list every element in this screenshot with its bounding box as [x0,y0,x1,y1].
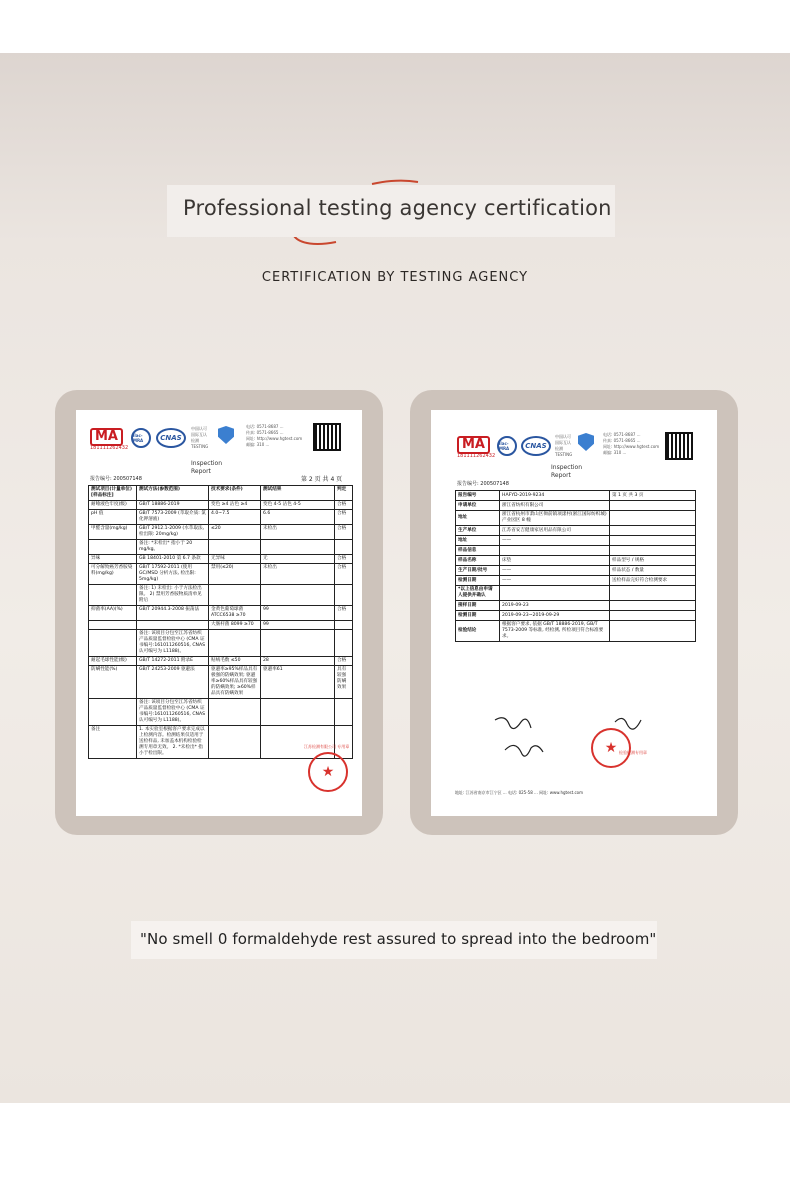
page-number: 第 2 页 共 4 页 [301,476,343,483]
report-number: 报告编号: 200507148 [90,476,142,482]
table-row [456,511,696,526]
cma-logo-icon: MA [90,428,123,446]
table-cell [89,540,137,555]
table-cell [610,621,696,642]
table-cell [209,699,261,726]
table-row [456,491,696,501]
table-cell: GB/T 18886-2019 [137,501,209,510]
table-cell: 合格 [335,501,353,510]
table-cell: 可分解致癌芳香胺染料(mg/kg) [89,564,137,585]
table-cell [500,586,610,601]
table-cell: 床垫 [500,556,610,566]
table-cell [335,540,353,555]
table-cell [261,630,335,657]
table-row [89,726,353,759]
shield-logo-icon [578,433,594,451]
table-cell: 变色 4-5 沾色 4-5 [261,501,335,510]
table-cell [610,586,696,601]
contact-small-text: 电话: 0571-8687 ... 传真: 0571-8665 ... 网址: http://www.hgtest.com 邮编: 310 ... [246,424,303,447]
table-cell: 甲醛含量(mg/kg) [89,525,137,540]
table-cell: 异味 [89,555,137,564]
report-table-left [88,485,353,759]
table-cell: 报告编号 [456,491,500,501]
table-cell [261,585,335,606]
table-row [89,621,353,630]
page-subtitle: CERTIFICATION BY TESTING AGENCY [261,270,529,285]
table-header-cell: 测试项目(计量单位)[样品标注] [89,486,137,501]
table-cell: 地址 [456,536,500,546]
table-cell: 禁用(≤20) [209,564,261,585]
table-cell: 合格 [335,564,353,585]
table-row [89,540,353,555]
table-cell: 检验结论 [456,621,500,642]
table-cell: 样品状态 / 数量 [610,566,696,576]
table-cell [610,536,696,546]
table-row [89,699,353,726]
table-cell: GB 18401-2010 第 6.7 条款 [137,555,209,564]
footer-text: 地址: 江苏省南京市江宁区 ... 电话: 025-58 ... 网址: www.hgtest.com [455,790,584,795]
table-cell [89,621,137,630]
table-cell: 生产单位 [456,526,500,536]
table-cell: GB/T 17592-2011 (使用 GC/MSD 分析方法, 检出限: 5mg/kg) [137,564,209,585]
table-cell: 样品型号 / 规格 [610,556,696,566]
table-cell: 备注: *未检出* 指小于 20 mg/kg。 [137,540,209,555]
table-cell [500,546,610,556]
report-table-right [455,490,696,642]
table-row [89,666,353,699]
table-cell [610,546,696,556]
table-cell: 根据客户要求, 依据 GB/T 18886-2019, GB/T 7573-2009 等标准, 经检测, 所检项目符合标准要求。 [500,621,610,642]
table-cell [610,511,696,526]
qr-code-icon [665,432,693,460]
table-cell [209,726,261,759]
cma-number: 181111262432 [90,445,129,451]
table-cell: 合格 [335,657,353,666]
table-cell: 样品名称 [456,556,500,566]
table-cell: 1. 本实验室根据客户要求完成以上检测内容。检测结果仅适用于送检样品, 未加盖本机构检验检测专用章无效。 2. *未检出* 指小于检出限。 [137,726,209,759]
table-cell: 2019-09-23 [500,601,610,611]
table-cell: 具有较强防螨效果 [335,666,353,699]
table-cell [610,611,696,621]
table-cell [261,699,335,726]
table-cell: 合格 [335,510,353,525]
table-header-cell: 技术要求(条件) [209,486,261,501]
table-cell: 申请单位 [456,501,500,511]
table-row [456,601,696,611]
table-row [456,566,696,576]
table-row [456,536,696,546]
table-cell: 样品信息 [456,546,500,556]
table-cell: GB/T 2912.1-2009 (水萃取法, 检出限: 20mg/kg) [137,525,209,540]
table-cell: 驱避率≥95%样品具有极强的防螨效果; 驱避率≥60%样品具有较强的防螨效果; ≥60%样品具有防螨效果 [209,666,261,699]
table-row [456,501,696,511]
table-cell: GB/T 24253-2009 驱避法 [137,666,209,699]
table-cell: 未检出 [261,564,335,585]
table-cell [335,585,353,606]
table-header-cell: 判定 [335,486,353,501]
table-cell: 99 [261,621,335,630]
table-cell: GB/T 14272-2011 附录E [137,657,209,666]
table-cell: 合格 [335,525,353,540]
table-row [456,611,696,621]
shield-logo-icon [218,426,234,444]
table-row [456,546,696,556]
table-row [89,585,353,606]
table-cell: 耐唾液色牢度(级) [89,501,137,510]
table-cell: 28 [261,657,335,666]
red-stamp-icon: ★ [308,752,348,792]
table-cell: 4.0~7.5 [209,510,261,525]
table-cell: 合格 [335,606,353,621]
table-cell: —— [500,576,610,586]
table-cell: 备注: 1) 未检出: 小于方法检出限。 2) 禁用芳香胺物质清单见附后 [137,585,209,606]
table-cell: 地址 [456,511,500,526]
table-cell: 无异味 [209,555,261,564]
table-cell: 防螨性能(%) [89,666,137,699]
table-cell [610,526,696,536]
table-row [456,556,696,566]
table-row [89,606,353,621]
table-cell [261,540,335,555]
ilac-logo-icon: ilac-MRA [497,436,517,456]
cma-number: 181111262432 [457,453,496,459]
table-cell: 6.6 [261,510,335,525]
table-cell: 大肠杆菌 8099 ≥70 [209,621,261,630]
table-cell: —— [500,536,610,546]
table-cell: 检测日期 [456,611,500,621]
table-cell: GB/T 20944.3-2008 振荡法 [137,606,209,621]
table-row [89,525,353,540]
table-row [89,564,353,585]
cnas-logo-icon: CNAS [521,436,551,456]
table-cell: 驱避率61 [261,666,335,699]
report-number: 报告编号: 200507148 [457,481,509,487]
table-cell: 抑菌率(AA)(%) [89,606,137,621]
table-row [456,526,696,536]
table-cell: pH 值 [89,510,137,525]
table-cell: 99 [261,606,335,621]
table-row [89,510,353,525]
table-cell: —— [500,566,610,576]
table-cell: 备注: 该项目分包至江苏省纺织产品质量监督检验中心 (CMA 证书编号:161011260516, CNAS 认可编号为 L1188)。 [137,699,209,726]
contact-small-text: 电话: 0571-8687 ... 传真: 0571-8665 ... 网址: http://www.hgtest.com 邮编: 310 ... [603,432,660,455]
table-cell: 江苏省安吉健康家居用品有限公司 [500,526,610,536]
table-cell [89,585,137,606]
table-cell: *以上信息由申请人提供并确认 [456,586,500,601]
table-row [456,576,696,586]
table-cell: 第 1 页 共 3 页 [610,491,696,501]
red-stamp-icon: ★ [591,728,631,768]
table-cell: 2019-09-23~2019-09-29 [500,611,610,621]
table-cell: 备注 [89,726,137,759]
table-cell: 贴绒毛数 ≤50 [209,657,261,666]
table-cell: 合格 [335,555,353,564]
table-cell: 接样日期 [456,601,500,611]
table-row [89,501,353,510]
stamp-text: 检验检测专用章 [619,750,647,755]
table-cell [335,699,353,726]
table-cell [335,630,353,657]
table-cell: 检测日期 [456,576,500,586]
table-row [456,621,696,642]
inspection-label: Inspection Report [551,464,582,479]
cert-small-text: 中国认可 国际互认 检测 TESTING [191,426,209,449]
table-cell [137,621,209,630]
table-cell: 浙江省纺织有限公司 [500,501,610,511]
table-header-cell: 测试结果 [261,486,335,501]
table-cell [89,699,137,726]
table-cell: 未检出 [261,525,335,540]
page-title: Professional testing agency certification [183,196,612,220]
table-cell [610,501,696,511]
table-cell [209,540,261,555]
certificate-left [76,410,362,816]
table-header-cell: 测试方法(参数范围) [137,486,209,501]
table-cell: 耐起毛球性能(级) [89,657,137,666]
table-row [89,555,353,564]
table-row [89,630,353,657]
inspection-label: Inspection Report [191,460,222,475]
table-cell: 金黄色葡萄球菌 ATCC6538 ≥70 [209,606,261,621]
table-cell: 浙江省杭州市萧山区衙前镇项漾村(浙江国际纺织城)产业园区 8 幢 [500,511,610,526]
signature-icon [475,710,675,770]
table-cell: 变色 ≥4 沾色 ≥4 [209,501,261,510]
table-cell: 备注: 该项目分包至江苏省纺织产品质量监督检验中心 (CMA 证书编号:161011260516, CNAS 认可编号为 L1188)。 [137,630,209,657]
table-cell [209,630,261,657]
ilac-logo-icon: ilac-MRA [131,428,151,448]
table-cell [610,601,696,611]
table-cell: GB/T 7573-2009 (萃取介质: 氯化钾溶液) [137,510,209,525]
table-cell: 无 [261,555,335,564]
table-row [89,657,353,666]
table-cell [335,621,353,630]
table-cell: ≤20 [209,525,261,540]
table-cell [89,630,137,657]
table-cell: 送检样品完好符合检测要求 [610,576,696,586]
cnas-logo-icon: CNAS [156,428,186,448]
table-row [456,586,696,601]
table-cell: 生产日期/批号 [456,566,500,576]
cert-small-text: 中国认可 国际互认 检测 TESTING [555,434,573,457]
qr-code-icon [313,423,341,451]
cma-logo-icon: MA [457,436,490,454]
table-cell: HAFYD-2019-9234 [500,491,610,501]
quote-text: "No smell 0 formaldehyde rest assured to spread into the bedroom" [140,930,657,948]
stamp-text: 江苏检测有限公司 专用章 [304,744,350,749]
certificate-right [431,410,717,816]
table-cell [209,585,261,606]
table-header-row [89,486,353,501]
